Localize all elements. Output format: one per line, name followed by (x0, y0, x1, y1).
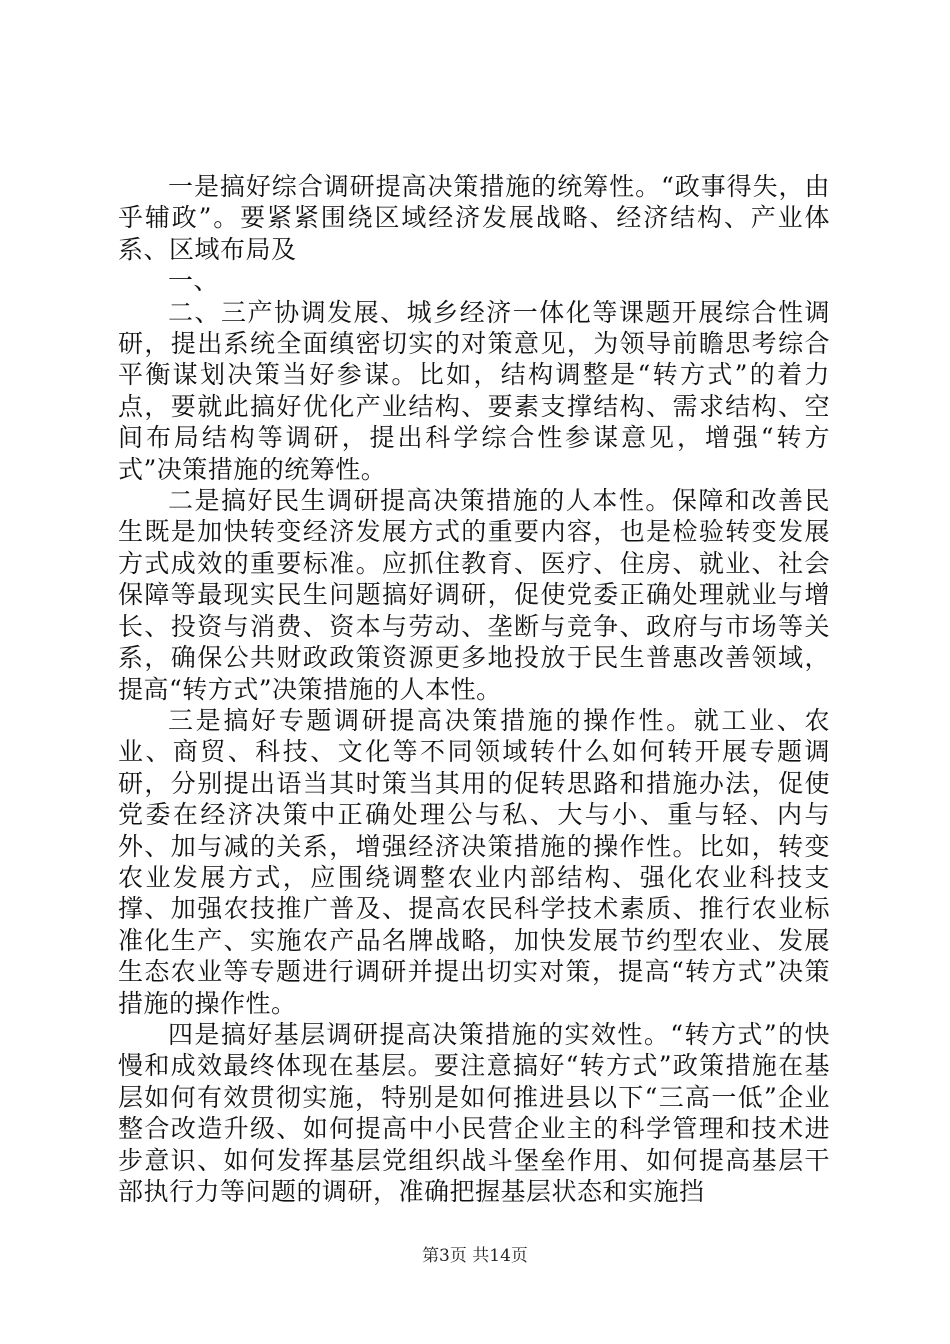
paragraph-2: 一、 (168, 266, 220, 296)
paragraph-3: 二、三产协调发展、城乡经济一体化等课题开展综合性调研，提出系统全面缜密切实的对策意见，为领导前瞻思考综合平衡谋划决策当好参谋。比如，结构调整是“转方式”的着力点，要就此搞好优化产业结构、要素支撑结构、需求结构、空间布局结构等调研，提出科学综合性参谋意见，增强“转方式”决策措施的统筹性。 (118, 297, 830, 484)
paragraph-5: 三是搞好专题调研提高决策措施的操作性。就工业、农业、商贸、科技、文化等不同领域转什么如何转开展专题调研，分别提出语当其时策当其用的促转思路和措施办法，促使党委在经济决策中正确处理公与私、大与小、重与轻、内与外、加与减的关系，增强经济决策措施的操作性。比如，转变农业发展方式，应围绕调整农业内部结构、强化农业科技支撑、加强农技推广普及、提高农民科学技术素质、推行农业标准化生产、实施农产品名牌战略，加快发展节约型农业、发展生态农业等专题进行调研并提出切实对策，提高“转方式”决策措施的操作性。 (118, 705, 830, 1018)
page-number-footer: 第3页 共14页 (422, 1246, 528, 1266)
paragraph-6: 四是搞好基层调研提高决策措施的实效性。“转方式”的快慢和成效最终体现在基层。要注意搞好“转方式”政策措施在基层如何有效贯彻实施，特别是如何推进县以下“三高一低”企业整合改造升级、如何提高中小民营企业主的科学管理和技术进步意识、如何发挥基层党组织战斗堡垒作用、如何提高基层干部执行力等问题的调研，准确把握基层状态和实施挡 (118, 1019, 830, 1206)
paragraph-4: 二是搞好民生调研提高决策措施的人本性。保障和改善民生既是加快转变经济发展方式的重要内容，也是检验转变发展方式成效的重要标准。应抓住教育、医疗、住房、就业、社会保障等最现实民生问题搞好调研，促使党委正确处理就业与增长、投资与消费、资本与劳动、垄断与竞争、政府与市场等关系，确保公共财政政策资源更多地投放于民生普惠改善领域，提高“转方式”决策措施的人本性。 (118, 486, 830, 704)
paragraph-1: 一是搞好综合调研提高决策措施的统筹性。“政事得失，由乎辅政”。要紧紧围绕区域经济发展战略、经济结构、产业体系、区域布局及 (118, 172, 830, 264)
document-body (118, 171, 830, 1207)
